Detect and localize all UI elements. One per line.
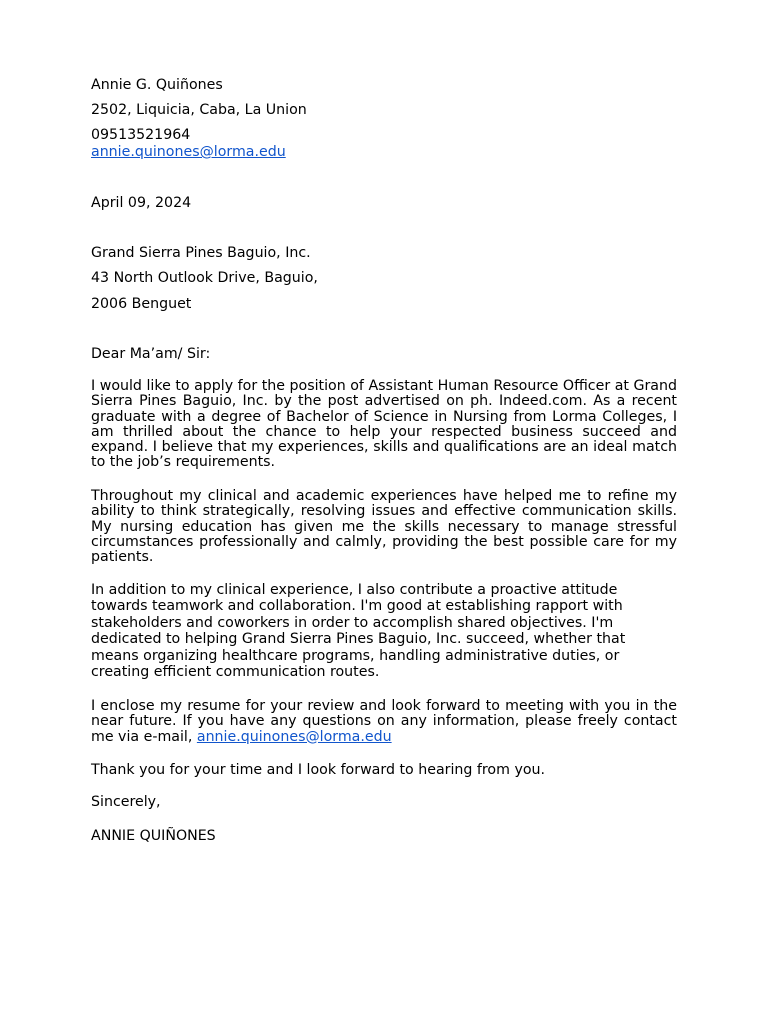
contact-email-link[interactable]: annie.quinones@lorma.edu <box>196 728 392 745</box>
sender-name: Annie G. Quiñones <box>91 77 223 93</box>
sender-email-link[interactable]: annie.quinones@lorma.edu <box>91 144 286 160</box>
signature: ANNIE QUIÑONES <box>91 828 216 844</box>
recipient-city: 2006 Benguet <box>91 296 192 312</box>
letter-date: April 09, 2024 <box>91 195 192 211</box>
paragraph-2: Throughout my clinical and academic experiences have helped me to refine my ability to think strategically, resolving issues and effective communication skills. My nursing education has given me the skills necessary to manage stressful circumstances professionally and calmly, providing the best possible care for my patients. <box>91 488 677 566</box>
recipient-company: Grand Sierra Pines Baguio, Inc. <box>91 245 311 261</box>
closing: Sincerely, <box>91 794 161 810</box>
paragraph-1: I would like to apply for the position of Assistant Human Resource Officer at Grand Sierra Pines Baguio, Inc. by the post advertised on ph. Indeed.com. As a recent graduate with a degree of Bachelor of Science in Nursing from Lorma Colleges, I am thrilled about the chance to help your respected business succeed and expand. I believe that my experiences, skills and qualifications are an ideal match to the job’s requirements. <box>91 378 677 471</box>
paragraph-5: Thank you for your time and I look forward to hearing from you. <box>91 762 546 778</box>
salutation: Dear Ma’am/ Sir: <box>91 346 211 362</box>
paragraph-3: In addition to my clinical experience, I also contribute a proactive attitude towards teamwork and collaboration. I'm good at establishing rapport with stakeholders and coworkers in order to accomplish shared objectives. I'm dedicated to helping Grand Sierra Pines Baguio, Inc. succeed, whether that means organizing healthcare programs, handling administrative duties, or creating efficient communication routes. <box>91 582 626 681</box>
paragraph-4 <box>91 699 677 745</box>
sender-address: 2502, Liquicia, Caba, La Union <box>91 102 307 118</box>
recipient-street: 43 North Outlook Drive, Baguio, <box>91 270 318 286</box>
paragraph-4-text: I enclose my resume for your review and look forward to meeting with you in the near future. If you have any questions on any information, please freely contact me via e-mail, <box>91 698 677 745</box>
sender-phone: 09513521964 <box>91 127 191 143</box>
